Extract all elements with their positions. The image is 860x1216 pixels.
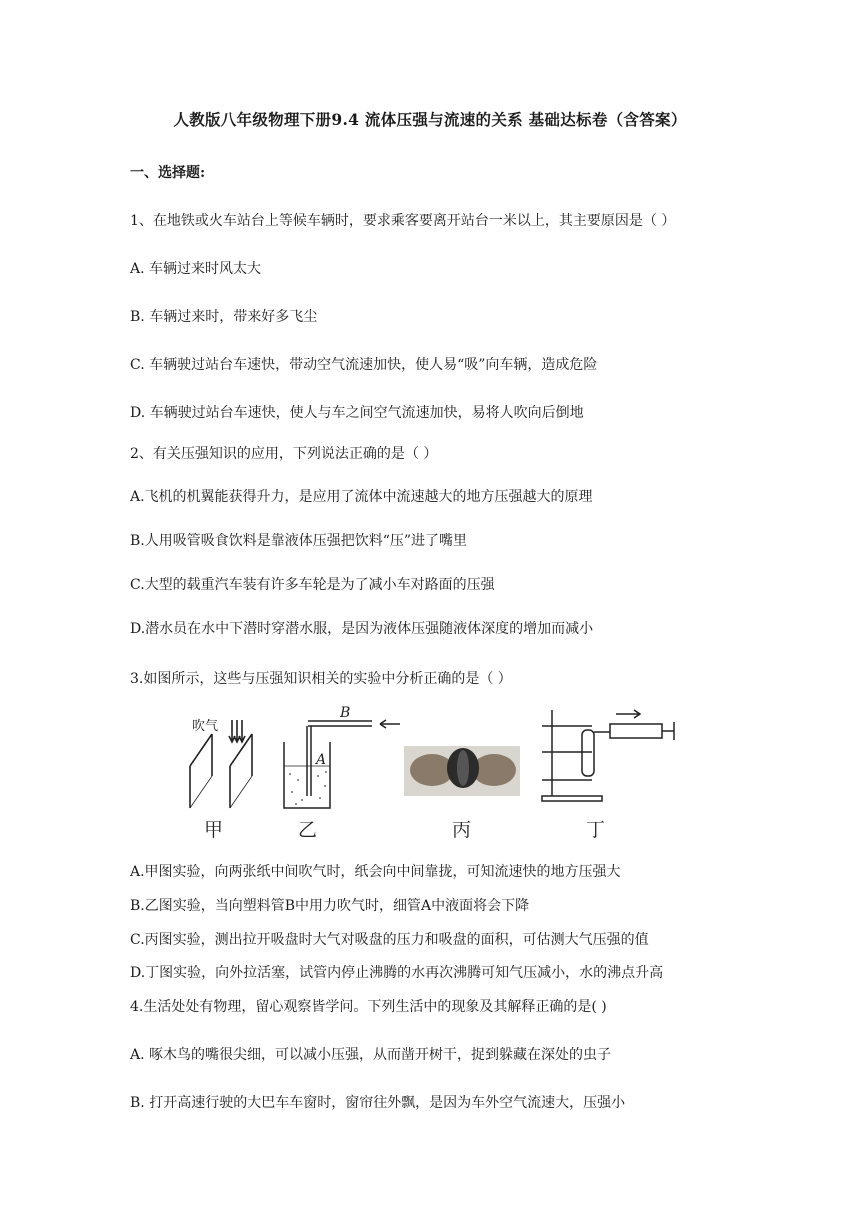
question-2-option-a: A.飞机的机翼能获得升力，是应用了流体中流速越大的地方压强越大的原理 [130, 489, 593, 505]
figure-ding-apparatus [542, 710, 674, 801]
label-yi: 乙 [298, 819, 318, 841]
question-2-stem: 2、有关压强知识的应用，下列说法正确的是（ ） [130, 446, 438, 462]
label-bing: 丙 [452, 819, 472, 841]
question-3-option-b: B.乙图实验，当向塑料管B中用力吹气时，细管A中液面将会下降 [130, 898, 530, 914]
question-4-stem: 4.生活处处有物理，留心观察皆学问。下列生活中的现象及其解释正确的是( ) [130, 999, 607, 1015]
beaker-water-dots [289, 771, 327, 805]
question-4-option-b: B. 打开高速行驶的大巴车车窗时，窗帘往外飘，是因为车外空气流速大，压强小 [130, 1095, 626, 1111]
blow-label: 吹气 [192, 719, 219, 734]
question-2-option-d: D.潜水员在水中下潜时穿潜水服，是因为液体压强随液体深度的增加而减小 [130, 621, 594, 637]
question-2-option-b: B.人用吸管吸食饮料是靠液体压强把饮料“压”进了嘴里 [130, 533, 468, 549]
question-3-option-d: D.丁图实验，向外拉活塞，试管内停止沸腾的水再次沸腾可知气压减小，水的沸点升高 [130, 965, 664, 981]
question-3-option-a: A.甲图实验，向两张纸中间吹气时，纸会向中间靠拢，可知流速快的地方压强大 [130, 864, 621, 880]
label-ding: 丁 [586, 819, 606, 841]
question-3-stem: 3.如图所示，这些与压强知识相关的实验中分析正确的是（ ） [130, 671, 512, 687]
question-1-option-c: C. 车辆驶过站台车速快，带动空气流速加快，使人易“吸”向车辆，造成危险 [130, 357, 598, 373]
figure-yi-beaker [284, 720, 400, 808]
experiment-illustrations [180, 696, 690, 841]
question-1-option-b: B. 车辆过来时，带来好多飞尘 [130, 309, 318, 325]
label-jia: 甲 [204, 819, 224, 841]
label-b: B [340, 705, 351, 721]
document-title: 人教版八年级物理下册9.4 流体压强与流速的关系 基础达标卷（含答案） [173, 110, 687, 129]
question-1-option-a: A. 车辆过来时风太大 [130, 261, 262, 277]
section-heading: 一、选择题: [130, 165, 206, 181]
question-3-option-c: C.丙图实验，测出拉开吸盘时大气对吸盘的压力和吸盘的面积，可估测大气压强的值 [130, 932, 649, 948]
question-1-option-d: D. 车辆驶过站台车速快，使人与车之间空气流速加快，易将人吹向后倒地 [130, 405, 584, 421]
question-4-option-a: A. 啄木鸟的嘴很尖细，可以减小压强，从而凿开树干，捉到躲藏在深处的虫子 [130, 1047, 612, 1063]
figure-bing-suction-cups [404, 746, 520, 796]
question-2-option-c: C.大型的载重汽车装有许多车轮是为了减小车对路面的压强 [130, 577, 495, 593]
experiment-figure [180, 696, 690, 856]
label-a: A [316, 752, 327, 768]
question-1-stem: 1、在地铁或火车站台上等候车辆时，要求乘客要离开站台一米以上，其主要原因是（ ） [130, 213, 676, 229]
